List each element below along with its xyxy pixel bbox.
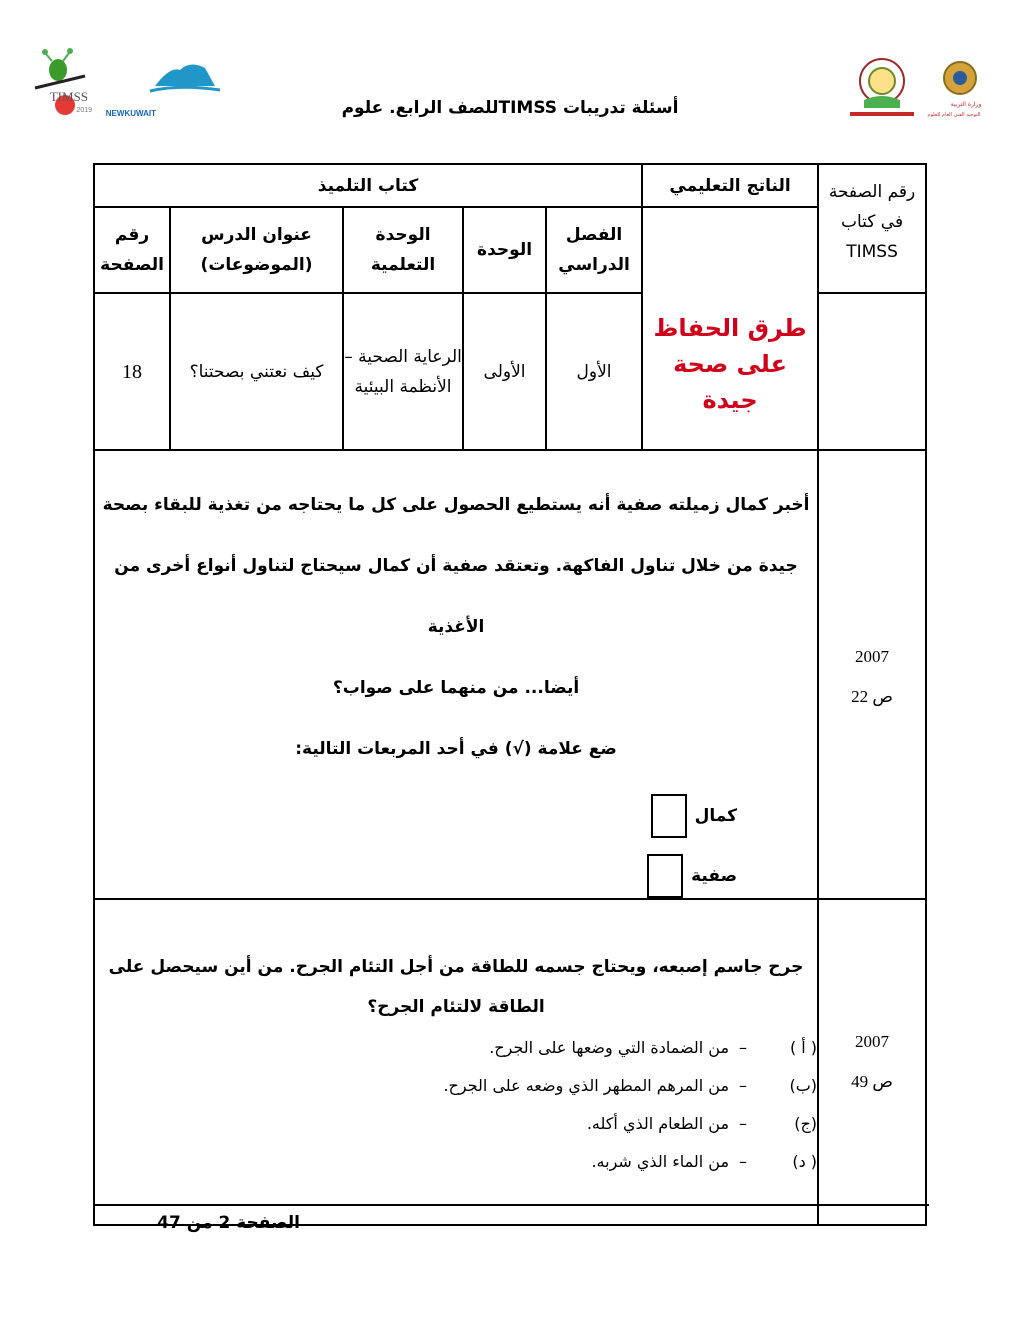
q2-option-b[interactable]: (ب) – من المرهم المطهر الذي وضعه على الجرح.	[95, 1067, 817, 1105]
q2-option-c-label: (ج)	[794, 1114, 818, 1133]
student-book-header: كتاب التلميذ	[94, 164, 642, 207]
q1-line-2: جيدة من خلال تناول الفاكهة. وتعتقد صفية أن كمال سيحتاج لتناول أنواع أخرى من الأغذية	[114, 556, 798, 637]
svg-text:TIMSS: TIMSS	[49, 89, 88, 104]
footer-divider	[93, 1204, 929, 1206]
q2-option-a[interactable]: ( أ ) – من الضمادة التي وضعها على الجرح.	[95, 1029, 817, 1067]
page-number-header: رقم الصفحة	[94, 207, 170, 293]
q1-checkbox-kamal[interactable]	[651, 794, 687, 838]
q1-choice-safia-label: صفية	[691, 866, 738, 886]
semester-value: الأول	[546, 293, 642, 450]
page-number-value: 18	[94, 293, 170, 450]
unit-header: الوحدة	[463, 207, 546, 293]
learning-unit-value: الرعاية الصحية – الأنظمة البيئية	[343, 293, 463, 450]
q2-source-cell	[818, 899, 926, 1225]
q2-body	[94, 899, 818, 1225]
timss-page-column-header: رقم الصفحة في كتاب TIMSS	[818, 164, 926, 293]
learning-unit-header: الوحدة التعلمية	[343, 207, 463, 293]
q2-option-d-label: ( د)	[792, 1152, 818, 1171]
q1-line-1: أخبر كمال زميلته صفية أنه يستطيع الحصول على كل ما يحتاجه من تغذية للبقاء بصحة	[102, 495, 810, 515]
learning-outcome-header: الناتج التعليمي	[642, 164, 818, 207]
lesson-title-value: كيف نعتني بصحتنا؟	[170, 293, 343, 450]
q2-option-d[interactable]: ( د) – من الماء الذي شربه.	[95, 1143, 817, 1181]
q1-line-3: أيضا... من منهما على صواب؟	[332, 678, 580, 698]
unit-value: الأولى	[463, 293, 546, 450]
lesson-title-header: عنوان الدرس (الموضوعات)	[170, 207, 343, 293]
q2-option-d-text: من الماء الذي شربه.	[591, 1152, 730, 1171]
q1-source-cell	[818, 450, 926, 899]
ministry-logos	[842, 56, 982, 122]
q2-option-b-label: (ب)	[789, 1076, 818, 1095]
q1-body	[94, 450, 818, 899]
footer-page-number: الصفحة 2 من 47	[157, 1213, 300, 1233]
lesson-table	[93, 163, 927, 1226]
q2-stem: جرح جاسم إصبعه، ويحتاج جسمه للطاقة من أجل التئام الجرح. من أين سيحصل على الطاقة لالتئام الجرح؟	[108, 957, 804, 1017]
q2-option-c[interactable]: (ج) – من الطعام الذي أكله.	[95, 1105, 817, 1143]
q1-page: ص 22	[851, 686, 893, 706]
q2-option-c-text: من الطعام الذي أكله.	[586, 1114, 730, 1133]
page-header-title: أسئلة تدريبات TIMSSللصف الرابع. علوم	[341, 98, 679, 118]
semester-header: الفصل الدراسي	[546, 207, 642, 293]
timss-logo-icon	[30, 46, 230, 126]
svg-text:التوجيه الفني العام للعلوم: التوجيه الفني العام للعلوم	[927, 112, 981, 118]
svg-text:2019: 2019	[76, 107, 92, 114]
q1-choice-safia[interactable]	[95, 854, 817, 898]
svg-text:NEWKUWAIT: NEWKUWAIT	[105, 109, 156, 118]
timss-page-empty-cell	[818, 293, 926, 450]
q2-year: 2007	[855, 1032, 890, 1051]
q2-option-b-text: من المرهم المطهر الذي وضعه على الجرح.	[443, 1076, 730, 1095]
ministry-logo-icon	[842, 56, 982, 122]
q2-option-a-label: ( أ )	[789, 1038, 818, 1057]
learning-outcome-text: طرق الحفاظ على صحة جيدة	[653, 313, 807, 414]
q1-choice-kamal-label: كمال	[694, 806, 738, 826]
svg-text:وزارة التربية: وزارة التربية	[950, 101, 982, 108]
q2-page: ص 49	[851, 1072, 893, 1091]
q1-year: 2007	[855, 646, 890, 666]
timss-logos	[30, 46, 230, 126]
q1-checkbox-safia[interactable]	[647, 854, 683, 898]
q1-choice-kamal[interactable]	[95, 794, 817, 838]
learning-outcome-cell	[642, 207, 818, 450]
q1-instruction: ضع علامة (√) في أحد المربعات التالية:	[295, 739, 617, 759]
q2-option-a-text: من الضمادة التي وضعها على الجرح.	[489, 1038, 730, 1057]
